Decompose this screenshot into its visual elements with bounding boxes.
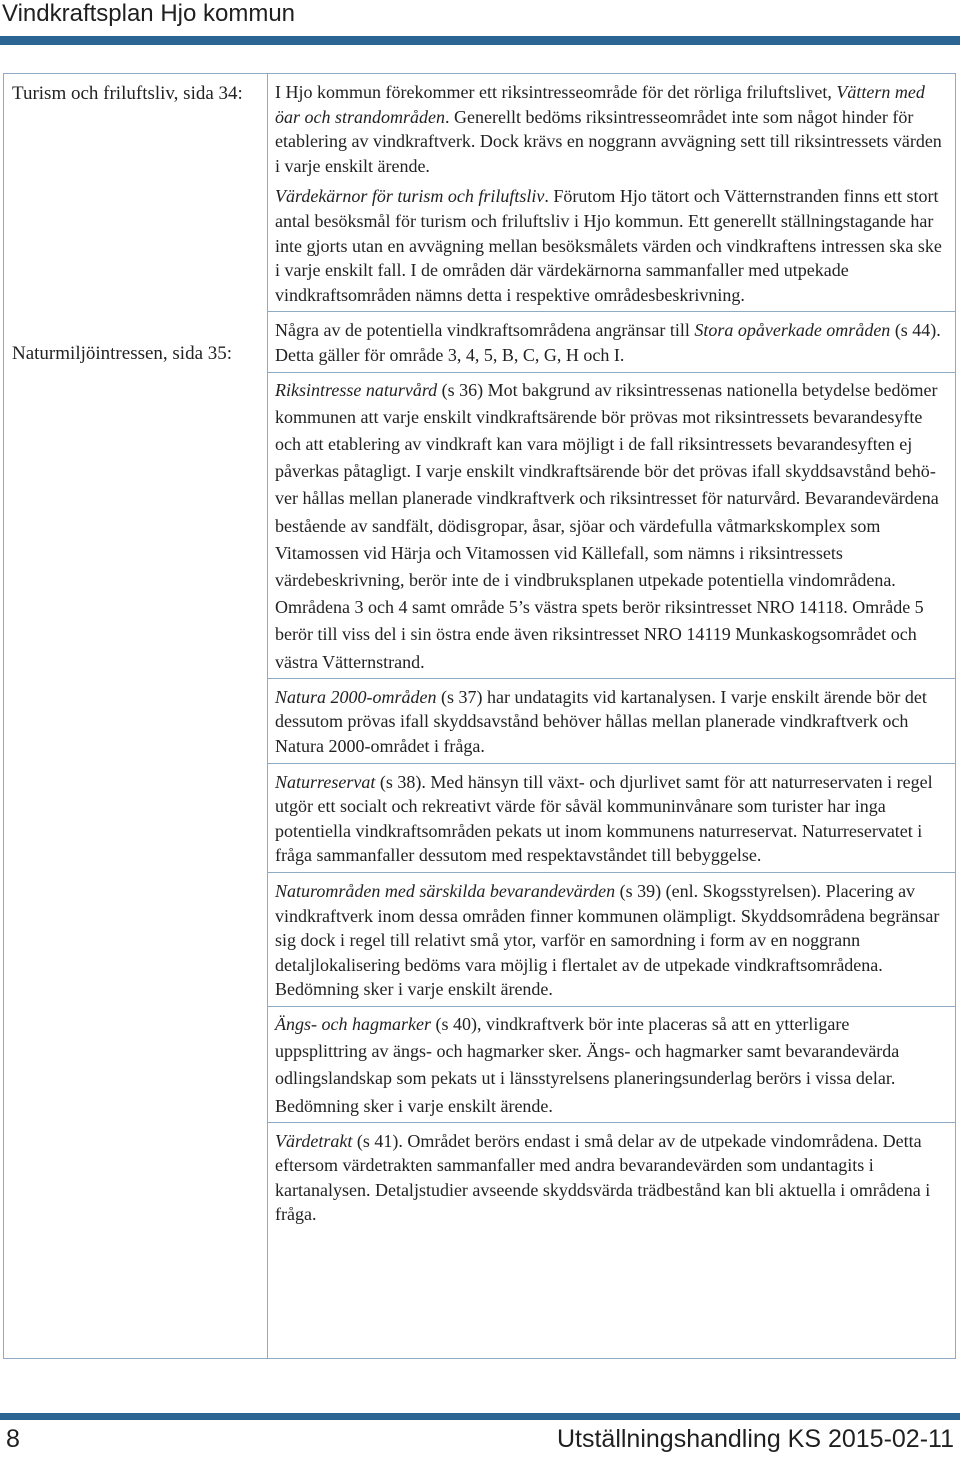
main-column [268,74,956,1359]
paragraph [275,318,945,367]
text-blocks [268,74,955,1231]
text-run: (s 37) har undatagits vid kartanalysen. I varje enskilt ärende bör det dessutom prövas ifall skyddsavstånd behöver hållas mellan planerade vindkraftverk och Natura 2000-området i fråga. [275,686,927,756]
text-run: I Hjo kommun förekommer ett riksintresseområde för det rörliga friluftslivet, [275,82,837,102]
paragraph [275,685,945,759]
paragraph [275,80,945,178]
sidebar-label-naturmiljo: Naturmiljöintressen, sida 35: [12,343,233,364]
paragraph [275,1011,945,1120]
paragraph [275,1129,945,1227]
text-block [268,373,955,679]
text-run: . Förutom Hjo tätort och Vätternstranden finns ett stort antal besöksmål för turism och friluftsliv i Hjo kommun. Ett generellt ställningstagande har inte gjorts utan en avvägning mellan besöksmålets värden och vindkraftens intressen ska ske i varje enskilt fall. I de områden där värdekärnorna sammanfaller med utpekade vindkraftsområden nämns detta i respektive områdesbeskrivning. [275,186,942,305]
italic-term: Stora opåverkade områden [694,320,891,341]
text-block [268,312,955,372]
text-block [268,1007,955,1123]
italic-term: Ängs- och hagmarker [275,1013,431,1034]
paragraph [275,377,945,676]
paragraph [275,184,945,307]
sidebar-column [4,74,268,1359]
italic-term: Riksintresse naturvård [275,379,438,400]
italic-term: Värdekärnor för turism och friluftsliv [275,186,545,207]
sidebar-label-turism: Turism och friluftsliv, sida 34: [12,83,243,104]
text-block [268,74,955,312]
text-run: (s 38). Med hänsyn till växt- och djurlivet samt för att naturreservaten i regel utgör ett socialt och rekreativt värde för såväl kommuninvånare som turister har inga potentiella vindkraftsområden pekats ut inom kommunens naturreservat. Naturreservatet i fråga sammanfaller dessutom med respektavståndet till bebyggelse. [275,771,933,866]
text-run: (s 40), vindkraftverk bör inte placeras så att en ytterligare uppsplittring av ängs- och hagmarker sker. Ängs- och hagmarker samt bevarandevärda odlingslandskap som pekats ut i länsstyrelsens planeringsunderlag berörs i vissa delar. Bedömning sker i varje enskilt ärende. [275,1013,900,1116]
text-run: (s 36) Mot bakgrund av riksintressenas nationella betydelse bedömer kommunen att varje enskilt vindkraftsärende bör prövas mot riksintressets bevarandesyfte och att etablering av vindkraft kan vara möjligt i de fall riksintressets bevarandesyften ej påverkas påtagligt. I varje enskilt vindkraftsärende bör det prövas ifall skyddsavstånd behöver hållas mellan planerade vindkraftverk och riksintresset för naturvård. Bevarandevärdena bestående av sandfält, dödisgropar, åsar, sjöar och värdefulla våtmarkskomplex som Vitamossen vid Härja och Vitamossen vid Källefall, som nämns i riksintressets värdebeskrivning, berör inte de i vindbruksplanen utpekade potentiella vindområdena. Områdena 3 och 4 samt område 5’s västra spets berör riksintresset NRO 14118. Område 5 berör till viss del i sin östra ende även riksintresset NRO 14119 Munkaskogsområdet och västra Vätternstrand. [275,379,939,672]
text-block [268,679,955,764]
italic-term: Natura 2000-områden [275,686,437,707]
text-run: . Generellt bedöms riksintresseområdet inte som något hinder för etablering av vindkraftverk. Dock krävs en noggrann avvägning sett till riksintressets värden i varje enskilt ärende. [275,106,942,176]
text-block [268,1123,955,1231]
footer-rule [0,1413,960,1420]
header-rule [0,36,960,45]
footer-page-number: 8 [6,1425,20,1453]
text-block [268,764,955,873]
text-run: (s 41). Området berörs endast i små delar av de utpekade vindområdena. Detta eftersom värdetrakten sammanfaller med andra bevarandevärden som undantagits i kartanalysen. Detaljstudier avseende skyddsvärda trädbestånd kan bli aktuella i områdena i fråga. [275,1130,931,1225]
text-run: Några av de potentiella vindkraftsområdena angränsar till [275,320,695,341]
paragraph [275,770,945,868]
content-table [3,73,956,1359]
footer-document-label: Utställningshandling KS 2015-02-11 [556,1425,954,1453]
text-run: (s 44). Detta gäller för område 3, 4, 5, B, C, G, H och I. [275,320,941,365]
italic-term: Värdetrakt [275,1130,353,1151]
paragraph [275,879,945,1002]
text-block [268,873,955,1007]
text-run: (s 39) (enl. Skogsstyrelsen). Placering av vindkraftverk inom dessa områden finner kommunen olämpligt. Skyddsområdena begränsar sig dock i regel till relativt små ytor, varför en samordning i form av en noggrann detaljlokalisering bedöms vara möjlig i flertalet av de utpekade vindkraftsområdena. Bedömning sker i varje enskilt ärende. [275,880,940,1000]
italic-term: Naturområden med särskilda bevarandevärden [275,880,616,901]
italic-term: Naturreservat [275,771,376,792]
italic-term: Vättern med öar och strandområden [275,82,925,127]
page-header-title: Vindkraftsplan Hjo kommun [2,0,296,27]
